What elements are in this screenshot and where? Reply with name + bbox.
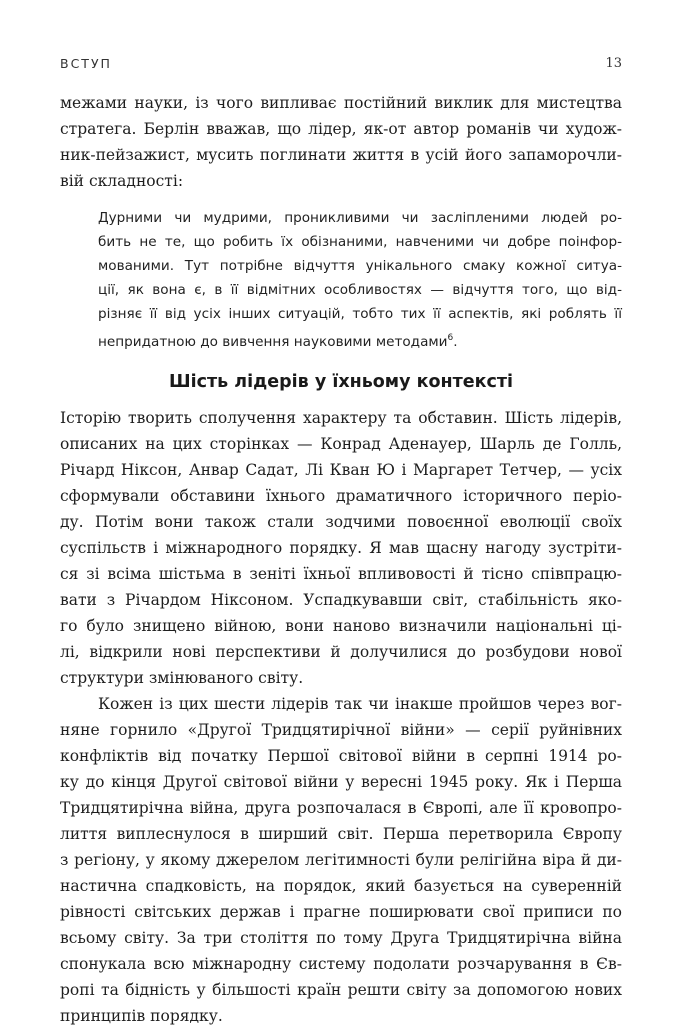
section-heading: Шість лідерів у їхньому контексті [169,372,513,392]
text-line: Річард Ніксон, Анвар Садат, Лі Кван Ю і Маргарет Тетчер, — усіх [60,461,622,479]
text-line: структури змінюваного світу. [60,669,304,687]
quote-line: різняє її від усіх інших ситуацій, тобто тих її аспектів, які роблять її [98,306,622,322]
quote-line-last [98,326,458,352]
quote-line: мованими. Тут потрібне відчуття унікального смаку кожної ситуа- [98,258,622,274]
text-line: ку до кінця Другої світової війни у вересні 1945 року. Як і Перша [60,773,622,791]
text-line: го було знищено війною, вони наново визначили національні ці- [60,617,622,635]
text-line: Кожен із цих шести лідерів так чи інакше пройшов через вог- [98,695,622,713]
text-line: рівності світських держав і прагне поширювати свої приписи по [60,903,622,921]
text-line: межами науки, із чого випливає постійний виклик для мистецтва [60,94,622,112]
quote-line: ції, як вона є, в її відмітних особливостях — відчуття того, що від- [98,282,622,298]
page-number: 13 [605,56,622,71]
quote-end: . [453,334,458,350]
section-title: ВСТУП [60,56,112,71]
text-line: з регіону, у якому джерелом легітимності були релігійна віра й ди- [60,851,622,869]
text-line: конфліктів від початку Першої світової війни в серпні 1914 ро- [60,747,622,765]
text-line: принципів порядку. [60,1007,223,1025]
footnote-ref[interactable]: 6 [447,333,454,343]
text-line: лі, відкрили нові перспективи й долучилися до розбудови нової [60,643,622,661]
text-line: вати з Річардом Ніксоном. Успадкувавши світ, стабільність яко- [60,591,622,609]
text-line: сформували обставини їхнього драматичного історичного періо- [60,487,622,505]
text-line: всьому світу. За три століття по тому Друга Тридцятирічна війна [60,929,622,947]
running-head [60,56,622,76]
text-line: настична спадковість, на порядок, який базується на суверенній [60,877,622,895]
quote-text: непридатною до вивчення науковими методами [98,334,448,350]
quote-line: Дурними чи мудрими, проникливими чи засліпленими людей ро- [98,210,622,226]
quote-line: бить не те, що робить їх обізнаними, навченими чи добре поінфор- [98,234,622,250]
text-line: лиття виплеснулося в ширший світ. Перша перетворила Європу [60,825,622,843]
text-line: ник-пейзажист, мусить поглинати життя в усій його запаморочли- [60,146,622,164]
text-line: вій складності: [60,172,184,190]
text-line: описаних на цих сторінках — Конрад Аденауер, Шарль де Голль, [60,435,622,453]
text-line: ся зі всіма шістьма в зеніті їхньої впливовості й тісно співпрацю- [60,565,622,583]
text-line: спонукала всю міжнародну систему подолати розчарування в Єв- [60,955,622,973]
text-line: Історію творить сполучення характеру та обставин. Шість лідерів, [60,409,622,427]
text-line: ду. Потім вони також стали зодчими повоєнної еволюції своїх [60,513,622,531]
text-line: няне горнило «Другої Тридцятирічної війни» — серії руйнівних [60,721,622,739]
text-line: Тридцятирічна війна, друга розпочалася в Європі, але її кровопро- [60,799,622,817]
text-line: стратега. Берлін вважав, що лідер, як-от автор романів чи худож- [60,120,622,138]
text-line: ропі та бідність у більшості країн решти світу за допомогою нових [60,981,622,999]
text-line: суспільств і міжнародного порядку. Я мав щасну нагоду зустріти- [60,539,622,557]
